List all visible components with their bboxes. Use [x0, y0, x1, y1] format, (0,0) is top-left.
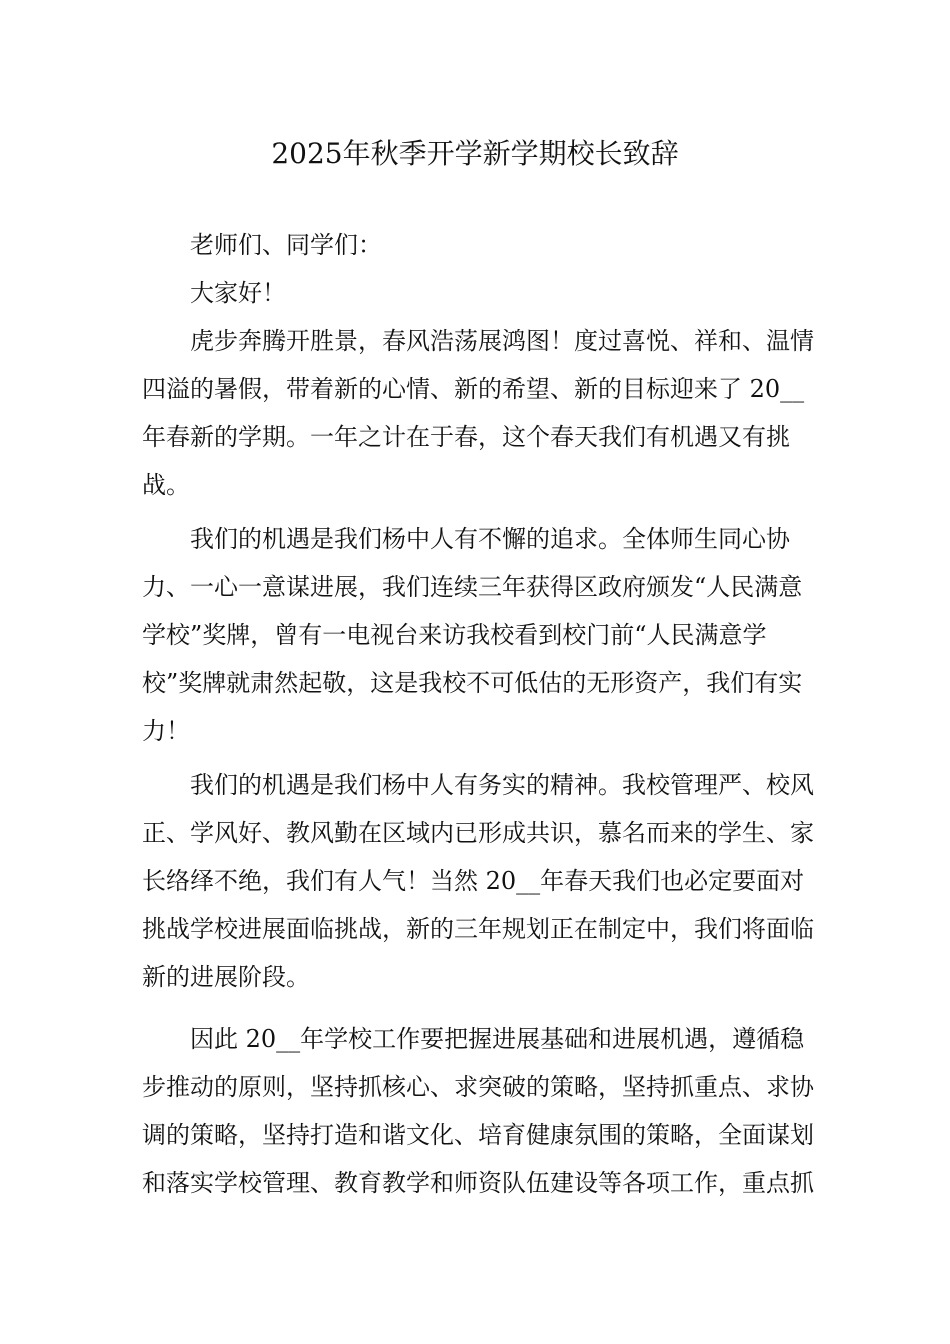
paragraph-line: 我们的机遇是我们杨中人有不懈的追求。全体师生同心协 — [190, 525, 790, 553]
greeting-line: 大家好！ — [190, 279, 286, 307]
paragraph-line: 新的进展阶段。 — [142, 963, 310, 991]
paragraph-line: 步推动的原则，坚持抓核心、求突破的策略，坚持抓重点、求协 — [142, 1073, 814, 1101]
paragraph-line: 力、一心一意谋进展，我们连续三年获得区政府颁发“人民满意 — [142, 573, 803, 601]
paragraph-line: 年春新的学期。一年之计在于春，这个春天我们有机遇又有挑 — [142, 423, 790, 451]
paragraph-line: 正、学风好、教风勤在区域内已形成共识，慕名而来的学生、家 — [142, 819, 814, 847]
paragraph-line: 校”奖牌就肃然起敬，这是我校不可低估的无形资产，我们有实 — [142, 669, 803, 697]
paragraph-line: 力！ — [142, 717, 190, 745]
document-title: 2025年秋季开学新学期校长致辞 — [271, 137, 679, 170]
salutation-line: 老师们、同学们： — [190, 231, 382, 259]
paragraph-line: 因此 20__年学校工作要把握进展基础和进展机遇，遵循稳 — [190, 1025, 805, 1053]
paragraph-line: 虎步奔腾开胜景，春风浩荡展鸿图！度过喜悦、祥和、温情 — [190, 327, 814, 355]
paragraph-line: 战。 — [142, 471, 190, 499]
paragraph-line: 挑战学校进展面临挑战，新的三年规划正在制定中，我们将面临 — [142, 915, 814, 943]
paragraph-line: 调的策略，坚持打造和谐文化、培育健康氛围的策略，全面谋划 — [142, 1121, 814, 1149]
paragraph-line: 四溢的暑假，带着新的心情、新的希望、新的目标迎来了 20__ — [142, 375, 805, 403]
paragraph-line: 我们的机遇是我们杨中人有务实的精神。我校管理严、校风 — [190, 771, 814, 799]
paragraph-line: 学校”奖牌，曾有一电视台来访我校看到校门前“人民满意学 — [142, 621, 767, 649]
paragraph-line: 长络绎不绝，我们有人气！当然 20__年春天我们也必定要面对 — [142, 867, 805, 895]
paragraph-line: 和落实学校管理、教育教学和师资队伍建设等各项工作，重点抓 — [142, 1169, 814, 1197]
